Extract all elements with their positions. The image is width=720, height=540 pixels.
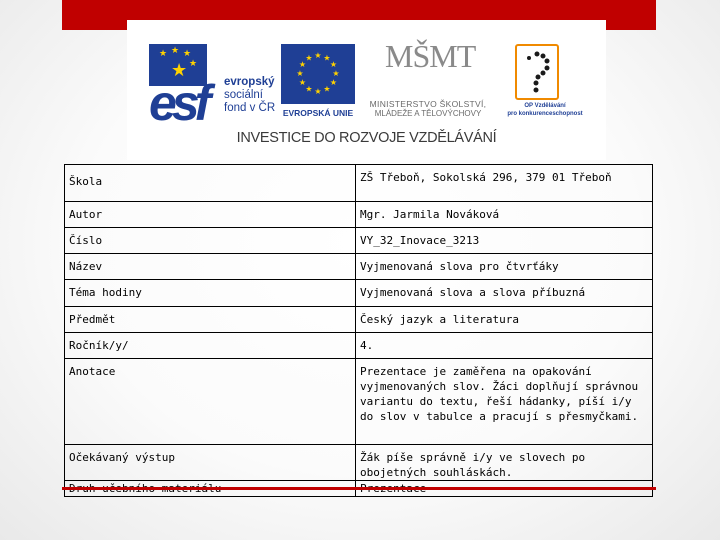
eu-logo xyxy=(279,44,357,122)
row-value: VY_32_Inovace_3213 xyxy=(356,228,653,254)
table-row xyxy=(65,307,653,333)
svg-text:★: ★ xyxy=(305,53,313,63)
svg-text:★: ★ xyxy=(314,51,322,60)
msmt-logo xyxy=(363,38,488,124)
row-value: Prezentace je zaměřena na opakování vyjmenovaných slov. Žáci doplňují správnou variantu do textu, řeší hádanky, píší i/y do slov v tabulce a pracují s přesmyčkami. xyxy=(356,359,653,445)
metadata-table xyxy=(64,164,653,497)
star-icon: ★ xyxy=(189,59,198,69)
row-label: Předmět xyxy=(65,307,356,333)
banner-title: INVESTICE DO ROZVOJE VZDĚLÁVÁNÍ xyxy=(236,130,497,146)
svg-text:★: ★ xyxy=(296,69,304,78)
row-label: Škola xyxy=(65,165,356,202)
table-row xyxy=(65,445,653,481)
svg-text:★: ★ xyxy=(323,53,331,63)
table-row xyxy=(65,254,653,280)
eu-stars-icon xyxy=(281,44,355,104)
esf-logo xyxy=(149,44,277,131)
row-value: Vyjmenovaná slova a slova příbuzná xyxy=(356,280,653,307)
row-label: Ročník/y/ xyxy=(65,333,356,359)
svg-text:★: ★ xyxy=(323,84,331,94)
opvk-logo xyxy=(495,42,595,124)
row-value: Vyjmenovaná slova pro čtvrťáky xyxy=(356,254,653,280)
eu-flag xyxy=(281,44,355,104)
table-row xyxy=(65,280,653,307)
row-label: Téma hodiny xyxy=(65,280,356,307)
svg-text:★: ★ xyxy=(314,87,322,96)
row-value: Český jazyk a literatura xyxy=(356,307,653,333)
table-row xyxy=(65,333,653,359)
svg-text:★: ★ xyxy=(332,69,340,78)
star-icon: ★ xyxy=(183,49,192,59)
opvk-emblem-icon xyxy=(515,44,559,100)
bottom-accent-line xyxy=(62,487,656,490)
opvk-caption: OP Vzdělávání pro konkurenceschopnost xyxy=(507,103,583,117)
star-icon: ★ xyxy=(171,46,180,56)
star-icon: ★ xyxy=(171,60,188,81)
row-value: 4. xyxy=(356,333,653,359)
logo-banner xyxy=(127,20,606,160)
svg-text:★: ★ xyxy=(329,60,338,69)
esf-caption: evropský sociální fond v ČR xyxy=(224,76,276,114)
row-label: Očekávaný výstup xyxy=(65,445,356,481)
row-label: Název xyxy=(65,254,356,280)
row-value: Žák píše správně i/y ve slovech po obojetných souhláskách. xyxy=(356,445,653,481)
table-row xyxy=(65,202,653,228)
table-row xyxy=(65,228,653,254)
svg-text:★: ★ xyxy=(329,78,338,87)
msmt-caption: MINISTERSTVO ŠKOLSTVÍ, MLÁDEŽE A TĚLOVÝCHOVY xyxy=(369,99,487,118)
row-label: Autor xyxy=(65,202,356,228)
svg-text:★: ★ xyxy=(298,60,307,69)
table-row xyxy=(65,359,653,445)
row-value: ZŠ Třeboň, Sokolská 296, 379 01 Třeboň xyxy=(356,165,653,202)
table-row xyxy=(65,165,653,202)
msmt-mark: MŠMT xyxy=(385,38,476,74)
star-icon: ★ xyxy=(159,49,168,59)
svg-text:★: ★ xyxy=(305,84,313,94)
row-label: Anotace xyxy=(65,359,356,445)
esf-wordmark: esf xyxy=(149,75,207,131)
row-value: Mgr. Jarmila Nováková xyxy=(356,202,653,228)
eu-caption: EVROPSKÁ UNIE xyxy=(282,108,354,118)
svg-text:★: ★ xyxy=(298,78,307,87)
row-label: Číslo xyxy=(65,228,356,254)
